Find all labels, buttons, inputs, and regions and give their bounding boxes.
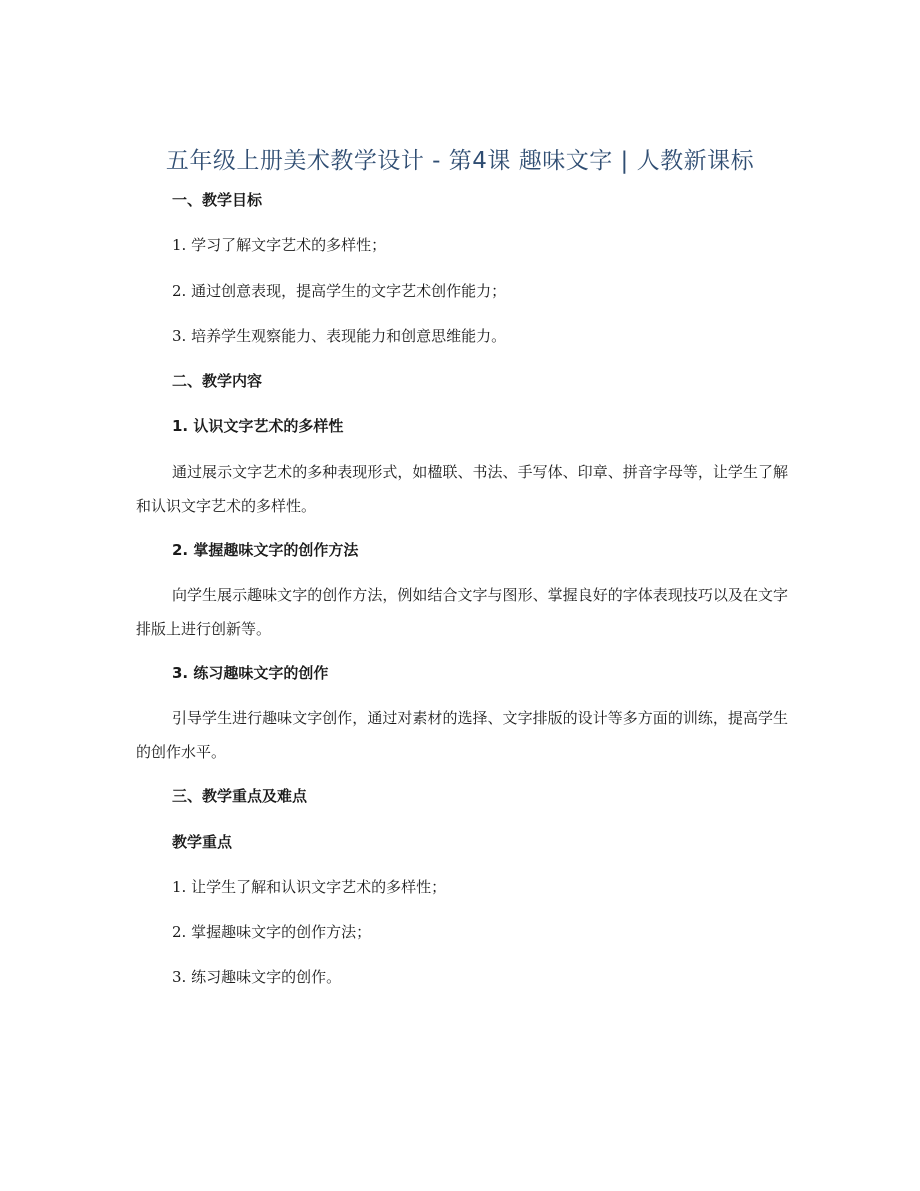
goal-item-1: 1. 学习了解文字艺术的多样性； bbox=[172, 236, 387, 254]
content-paragraph-1: 通过展示文字艺术的多种表现形式，如楹联、书法、手写体、印章、拼音字母等，让学生了解和认识文字艺术的多样性。 bbox=[136, 463, 788, 515]
content-subheading-1: 1. 认识文字艺术的多样性 bbox=[172, 417, 344, 435]
section-heading-content: 二、教学内容 bbox=[172, 372, 263, 390]
content-subheading-2: 2. 掌握趣味文字的创作方法 bbox=[172, 541, 359, 559]
content-subheading-3: 3. 练习趣味文字的创作 bbox=[172, 664, 329, 682]
key-point-item-1: 1. 让学生了解和认识文字艺术的多样性； bbox=[172, 878, 447, 896]
content-paragraph-3: 引导学生进行趣味文字创作，通过对素材的选择、文字排版的设计等多方面的训练，提高学生的创作水平。 bbox=[136, 709, 788, 761]
goal-item-2: 2. 通过创意表现，提高学生的文字艺术创作能力； bbox=[172, 282, 507, 300]
key-point-item-2: 2. 掌握趣味文字的创作方法； bbox=[172, 923, 372, 941]
document-title: 五年级上册美术教学设计 - 第4课 趣味文字 | 人教新课标 bbox=[165, 148, 755, 174]
section-heading-goals: 一、教学目标 bbox=[172, 191, 263, 209]
goal-item-3: 3. 培养学生观察能力、表现能力和创意思维能力。 bbox=[172, 327, 507, 345]
key-point-item-3: 3. 练习趣味文字的创作。 bbox=[172, 968, 342, 986]
key-points-subheading: 教学重点 bbox=[172, 833, 233, 851]
section-heading-key-points: 三、教学重点及难点 bbox=[172, 787, 308, 805]
content-paragraph-2: 向学生展示趣味文字的创作方法，例如结合文字与图形、掌握良好的字体表现技巧以及在文字排版上进行创新等。 bbox=[136, 586, 788, 638]
